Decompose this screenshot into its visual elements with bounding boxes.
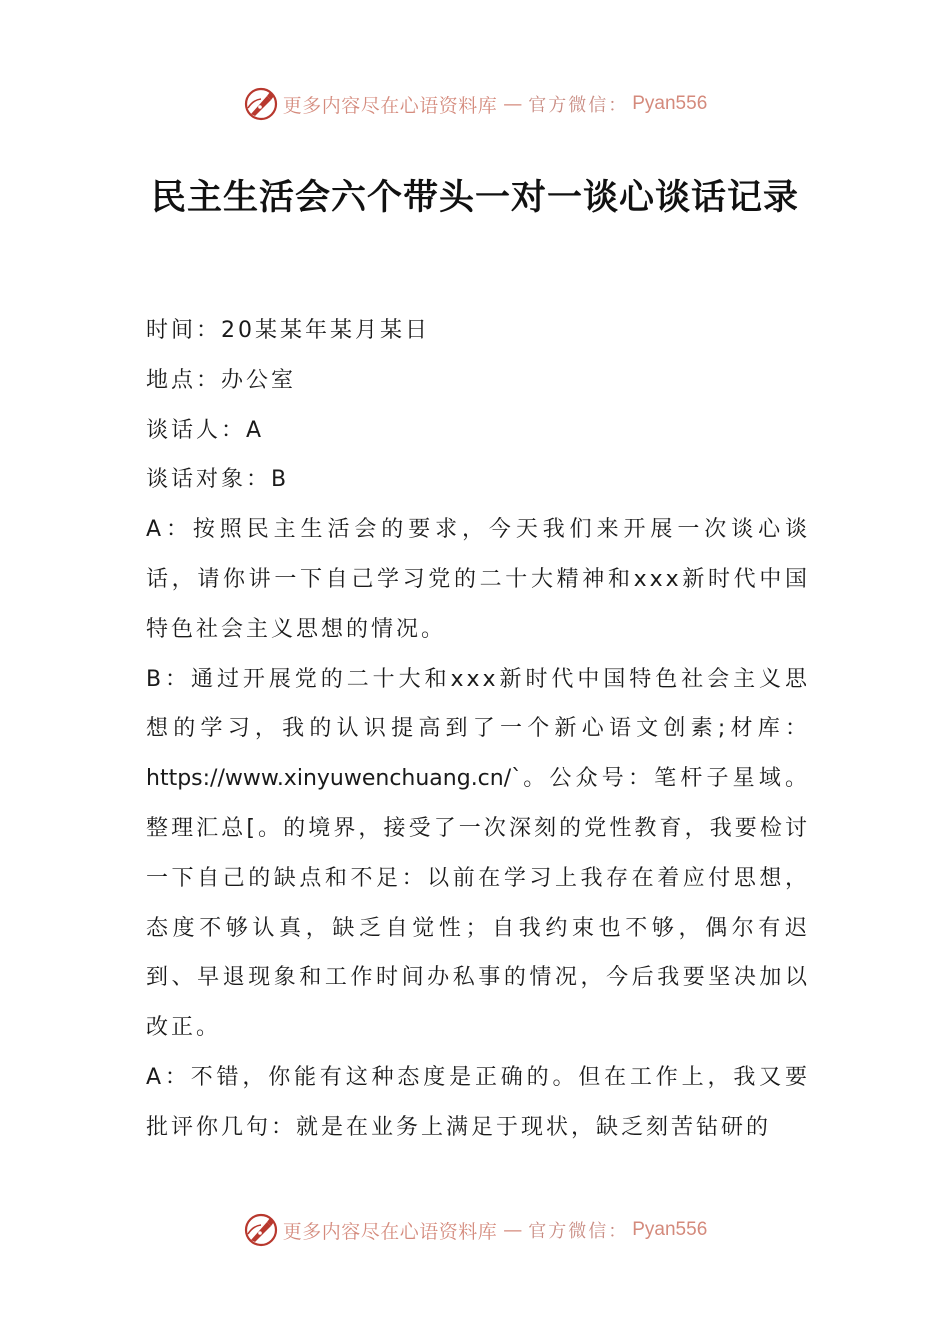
paragraph-b1-url: https://www.xinyuwenchuang.cn/` bbox=[146, 766, 523, 792]
meeting-place: 地点：办公室 bbox=[146, 367, 297, 393]
watermark-dash: — bbox=[503, 93, 523, 115]
watermark-promo-text: 更多内容尽在心语资料库 bbox=[282, 94, 498, 117]
meeting-time: 时间：20某某年某月某日 bbox=[146, 318, 430, 343]
paragraph-b1-intro: B：通过开展党的二十大和xxx新时代中国特色社会主义思想的学习，我的认识提高到了一个新心语文创素;材库： bbox=[146, 666, 810, 742]
paragraph-a1: A：按照民主生活会的要求，今天我们来开展一次谈心谈话，请你讲一下自己学习党的二十大精神和xxx新时代中国特色社会主义思想的情况。 bbox=[146, 517, 810, 642]
watermark-wechat-label: 官方微信： bbox=[528, 95, 629, 116]
speaker: 谈话人：A bbox=[146, 417, 265, 443]
watermark-promo-text: 更多内容尽在心语资料库 bbox=[282, 1220, 498, 1243]
paragraph-a2: A：不错，你能有这种态度是正确的。但在工作上，我又要批评你几句：就是在业务上满足于现状，缺乏刻苦钻研的 bbox=[146, 1064, 810, 1140]
paragraph-b1-body: 。公众号：笔杆子星域。整理汇总[。的境界，接受了一次深刻的党性教育，我要检讨一下自己的缺点和不足：以前在学习上我存在着应付思想，态度不够认真，缺乏自觉性；自我约束也不够，偶尔有迟到、早退现象和工作时间办私事的情况，今后我要坚决加以改正。 bbox=[146, 766, 810, 1041]
footer-watermark-banner bbox=[0, 1210, 950, 1250]
watermark-wechat-label: 官方微信： bbox=[528, 1221, 629, 1242]
document-body bbox=[146, 306, 810, 1153]
watermark-dash: — bbox=[503, 1219, 523, 1241]
document-title: 民主生活会六个带头一对一谈心谈话记录 bbox=[150, 178, 799, 218]
pen-nib-logo-icon bbox=[243, 1212, 279, 1248]
header-watermark-banner bbox=[0, 84, 950, 124]
watermark-wechat-id: Pyan556 bbox=[632, 93, 708, 114]
pen-nib-logo-icon bbox=[243, 86, 279, 122]
paragraph-b1 bbox=[146, 655, 810, 1053]
watermark-wechat-id: Pyan556 bbox=[632, 1219, 708, 1240]
conversation-target: 谈话对象：B bbox=[146, 467, 290, 493]
